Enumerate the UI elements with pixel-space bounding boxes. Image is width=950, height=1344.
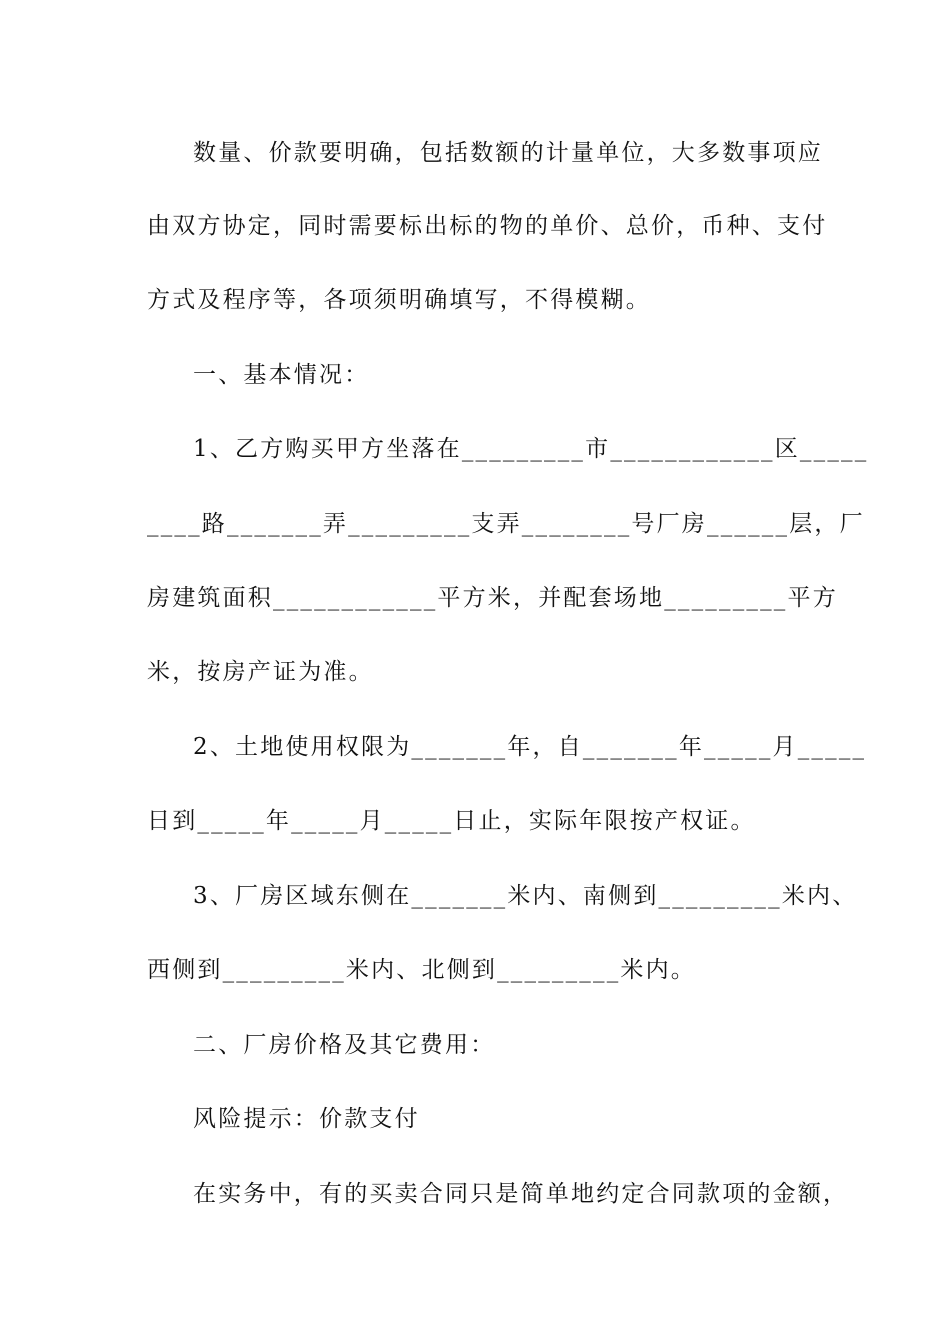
paragraph-line: 数量、价款要明确，包括数额的计量单位，大多数事项应 xyxy=(193,140,823,166)
paragraph-line: ____路_______弄_________支弄________号厂房______层，厂 xyxy=(147,511,865,537)
paragraph-line: 2、土地使用权限为_______年，自_______年_____月_____ xyxy=(193,734,867,760)
risk-notice: 风险提示：价款支付 xyxy=(193,1106,420,1132)
paragraph-line: 日到_____年_____月_____日止，实际年限按产权证。 xyxy=(147,808,756,834)
paragraph-line: 1、乙方购买甲方坐落在_________市____________区_____ xyxy=(193,436,869,462)
paragraph-line: 米，按房产证为准。 xyxy=(147,659,374,685)
paragraph-line: 由双方协定，同时需要标出标的物的单价、总价，币种、支付 xyxy=(147,213,828,239)
paragraph-line: 房建筑面积____________平方米，并配套场地_________平方 xyxy=(147,585,838,611)
paragraph-line: 方式及程序等，各项须明确填写，不得模糊。 xyxy=(147,287,651,313)
section-heading: 二、厂房价格及其它费用： xyxy=(193,1032,496,1058)
paragraph-line: 3、厂房区域东侧在_______米内、南侧到_________米内、 xyxy=(193,883,858,909)
paragraph-line: 在实务中，有的买卖合同只是简单地约定合同款项的金额， xyxy=(193,1181,849,1207)
paragraph-line: 西侧到_________米内、北侧到_________米内。 xyxy=(147,957,696,983)
section-heading: 一、基本情况： xyxy=(193,362,370,388)
